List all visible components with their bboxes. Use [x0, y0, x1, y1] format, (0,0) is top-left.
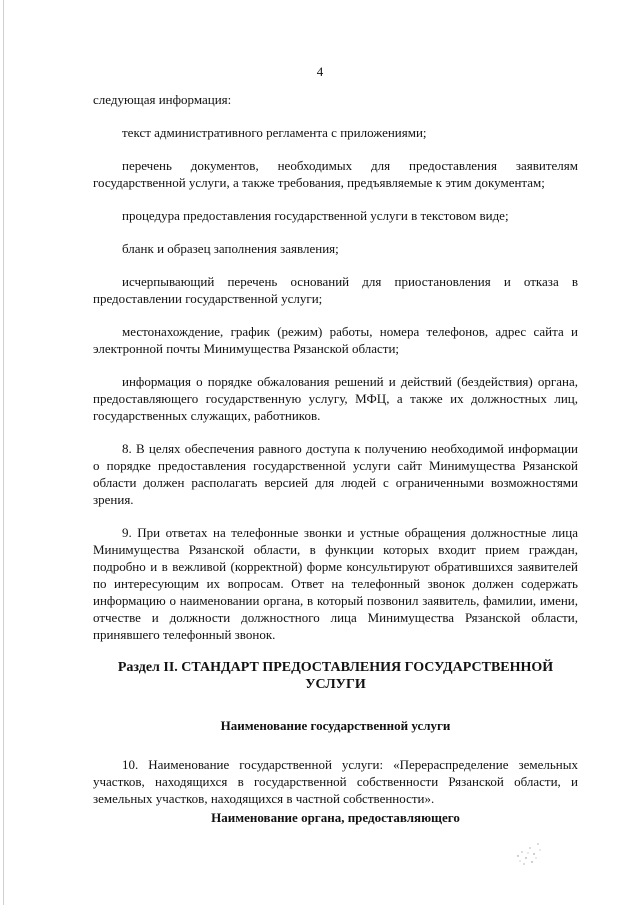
list-item-form-sample: бланк и образец заполнения заявления;	[122, 241, 339, 256]
subheading-service-name: Наименование государственной услуги	[220, 718, 451, 733]
list-item-location-contacts: местонахождение, график (режим) работы, номера телефонов, адрес сайта и электронной почты Минимущества Рязанской области;	[93, 324, 578, 356]
paragraph-9: 9. При ответах на телефонные звонки и устные обращения должностные лица Минимущества Рязанской области, в функции которых входит прием граждан, подробно и в вежливой (корректной) форме консультируют обратившихся заявителей по интересующим их вопросам. Ответ на телефонный звонок должен содержать информацию о наименовании органа, в который позвонил заявитель, фамилии, имени, отчестве и должности должностного лица Минимущества Рязанской области, принявшего телефонный звонок.	[93, 525, 578, 642]
scan-noise-speckle	[512, 836, 552, 876]
paragraph-10: 10. Наименование государственной услуги: «Перераспределение земельных участков, находящихся в государственной собственности Рязанской области, и земельных участков, находящихся в частной собственности».	[93, 757, 578, 806]
section-heading: Раздел II. СТАНДАРТ ПРЕДОСТАВЛЕНИЯ ГОСУДАРСТВЕННОЙ УСЛУГИ	[117, 660, 554, 692]
paragraph-8: 8. В целях обеспечения равного доступа к получению необходимой информации о порядке предоставления государственной услуги сайт Минимущества Рязанской области должен располагать версией для людей с ограниченными возможностями зрения.	[93, 441, 578, 507]
page-body	[93, 91, 578, 826]
list-item-grounds-refusal: исчерпывающий перечень оснований для приостановления и отказа в предоставлении государственной услуги;	[93, 274, 578, 306]
list-item-appeal-procedure: информация о порядке обжалования решений и действий (бездействия) органа, предоставляющего государственную услугу, МФЦ, а также их должностных лиц, государственных служащих, работников.	[93, 374, 578, 423]
subheading-authority: Наименование органа, предоставляющего	[211, 810, 460, 825]
list-item-regulation-text: текст административного регламента с приложениями;	[122, 125, 427, 140]
page-number: 4	[316, 64, 324, 79]
paragraph-intro: следующая информация:	[93, 92, 232, 107]
list-item-documents: перечень документов, необходимых для предоставления заявителям государственной услуги, а также требования, предъявляемые к этим документам;	[93, 158, 578, 190]
scan-edge-line	[3, 0, 4, 905]
list-item-procedure: процедура предоставления государственной услуги в текстовом виде;	[122, 208, 509, 223]
